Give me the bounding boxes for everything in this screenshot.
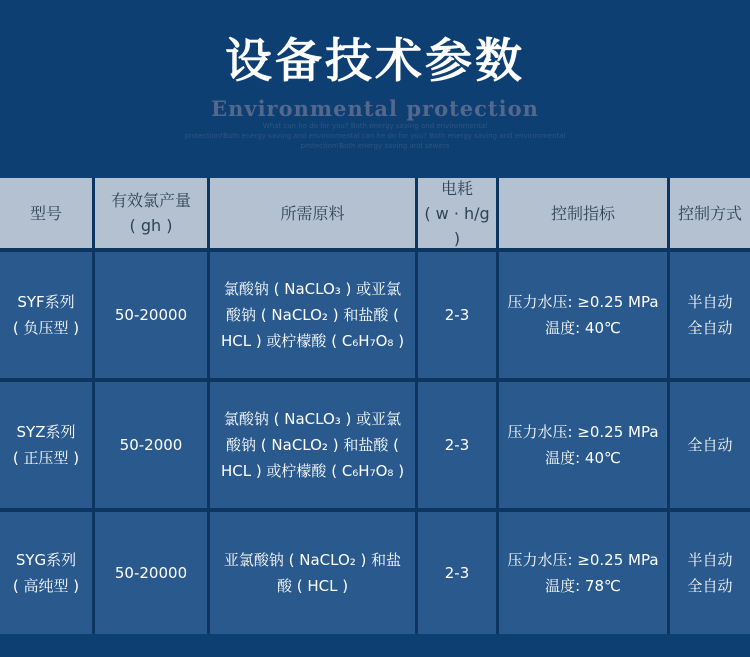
indicator-pressure: 压力水压: ≥0.25 MPa bbox=[507, 551, 659, 569]
hero-subtitle: Environmental protection bbox=[211, 96, 539, 122]
cell-output-syg bbox=[95, 512, 207, 634]
spec-table bbox=[0, 178, 750, 634]
cell-indicators-syf bbox=[499, 252, 667, 378]
hero-tagline-line2: protection!Both energy saving and environmental can he do for you? Both energy saving and environmental bbox=[184, 132, 566, 141]
indicator-temperature: 温度: 40℃ bbox=[545, 319, 621, 337]
indicator-pressure: 压力水压: ≥0.25 MPa bbox=[507, 293, 659, 311]
cell-output-syf bbox=[95, 252, 207, 378]
model-series: SYZ系列 bbox=[16, 423, 76, 441]
model-series: SYF系列 bbox=[17, 293, 75, 311]
col-header-unit: ( w · h/g ) bbox=[424, 203, 490, 248]
model-type: ( 高纯型 ) bbox=[12, 577, 80, 595]
col-header-output bbox=[95, 178, 207, 248]
col-header-label: 控制指标 bbox=[550, 203, 615, 223]
col-header-model bbox=[0, 178, 92, 248]
col-header-unit: ( gh ) bbox=[129, 216, 173, 235]
materials-text: 氯酸钠 ( NaCLO₃ ) 或亚氯酸钠 ( NaCLO₂ ) 和盐酸 ( HCL ) 或柠檬酸 ( C₆H₇O₈ ) bbox=[220, 280, 405, 350]
col-header-label: 电耗 bbox=[440, 178, 473, 198]
cell-materials-syz bbox=[210, 382, 415, 508]
hero-tagline-line3: protection!Both energy saving and sewers bbox=[300, 142, 450, 151]
model-type: ( 负压型 ) bbox=[12, 319, 80, 337]
model-type: ( 正压型 ) bbox=[12, 449, 80, 467]
output-value: 50-20000 bbox=[114, 306, 188, 324]
control-mode: 半自动 bbox=[687, 551, 733, 569]
materials-text: 氯酸钠 ( NaCLO₃ ) 或亚氯酸钠 ( NaCLO₂ ) 和盐酸 ( HCL ) 或柠檬酸 ( C₆H₇O₈ ) bbox=[220, 410, 405, 480]
cell-control-mode-syz bbox=[670, 382, 750, 508]
cell-model-syg bbox=[0, 512, 92, 634]
cell-power-syg bbox=[418, 512, 496, 634]
power-value: 2-3 bbox=[444, 306, 470, 324]
indicator-temperature: 温度: 40℃ bbox=[545, 449, 621, 467]
control-mode: 全自动 bbox=[687, 577, 733, 595]
cell-control-mode-syf bbox=[670, 252, 750, 378]
power-value: 2-3 bbox=[444, 564, 470, 582]
cell-indicators-syz bbox=[499, 382, 667, 508]
cell-output-syz bbox=[95, 382, 207, 508]
indicator-temperature: 温度: 78℃ bbox=[545, 577, 621, 595]
cell-model-syf bbox=[0, 252, 92, 378]
col-header-label: 控制方式 bbox=[677, 203, 742, 223]
cell-indicators-syg bbox=[499, 512, 667, 634]
output-value: 50-20000 bbox=[114, 564, 188, 582]
hero-banner bbox=[0, 0, 750, 151]
indicator-pressure: 压力水压: ≥0.25 MPa bbox=[507, 423, 659, 441]
cell-materials-syg bbox=[210, 512, 415, 634]
cell-control-mode-syg bbox=[670, 512, 750, 634]
model-series: SYG系列 bbox=[15, 551, 77, 569]
col-header-indicators bbox=[499, 178, 667, 248]
control-mode: 半自动 bbox=[687, 293, 733, 311]
power-value: 2-3 bbox=[444, 436, 470, 454]
col-header-label: 有效氯产量 bbox=[110, 191, 191, 210]
cell-materials-syf bbox=[210, 252, 415, 378]
output-value: 50-2000 bbox=[119, 436, 183, 454]
col-header-label: 型号 bbox=[29, 203, 62, 223]
col-header-materials bbox=[210, 178, 415, 248]
control-mode: 全自动 bbox=[687, 436, 733, 454]
page-title: 设备技术参数 bbox=[225, 34, 525, 89]
control-mode: 全自动 bbox=[687, 319, 733, 337]
col-header-power bbox=[418, 178, 496, 248]
col-header-control-mode bbox=[670, 178, 750, 248]
cell-power-syf bbox=[418, 252, 496, 378]
cell-model-syz bbox=[0, 382, 92, 508]
hero-tagline-line1: What can he do for you? Both energy saving and environmental bbox=[262, 122, 488, 131]
col-header-label: 所需原料 bbox=[280, 203, 345, 223]
cell-power-syz bbox=[418, 382, 496, 508]
materials-text: 亚氯酸钠 ( NaCLO₂ ) 和盐酸 ( HCL ) bbox=[223, 551, 402, 595]
